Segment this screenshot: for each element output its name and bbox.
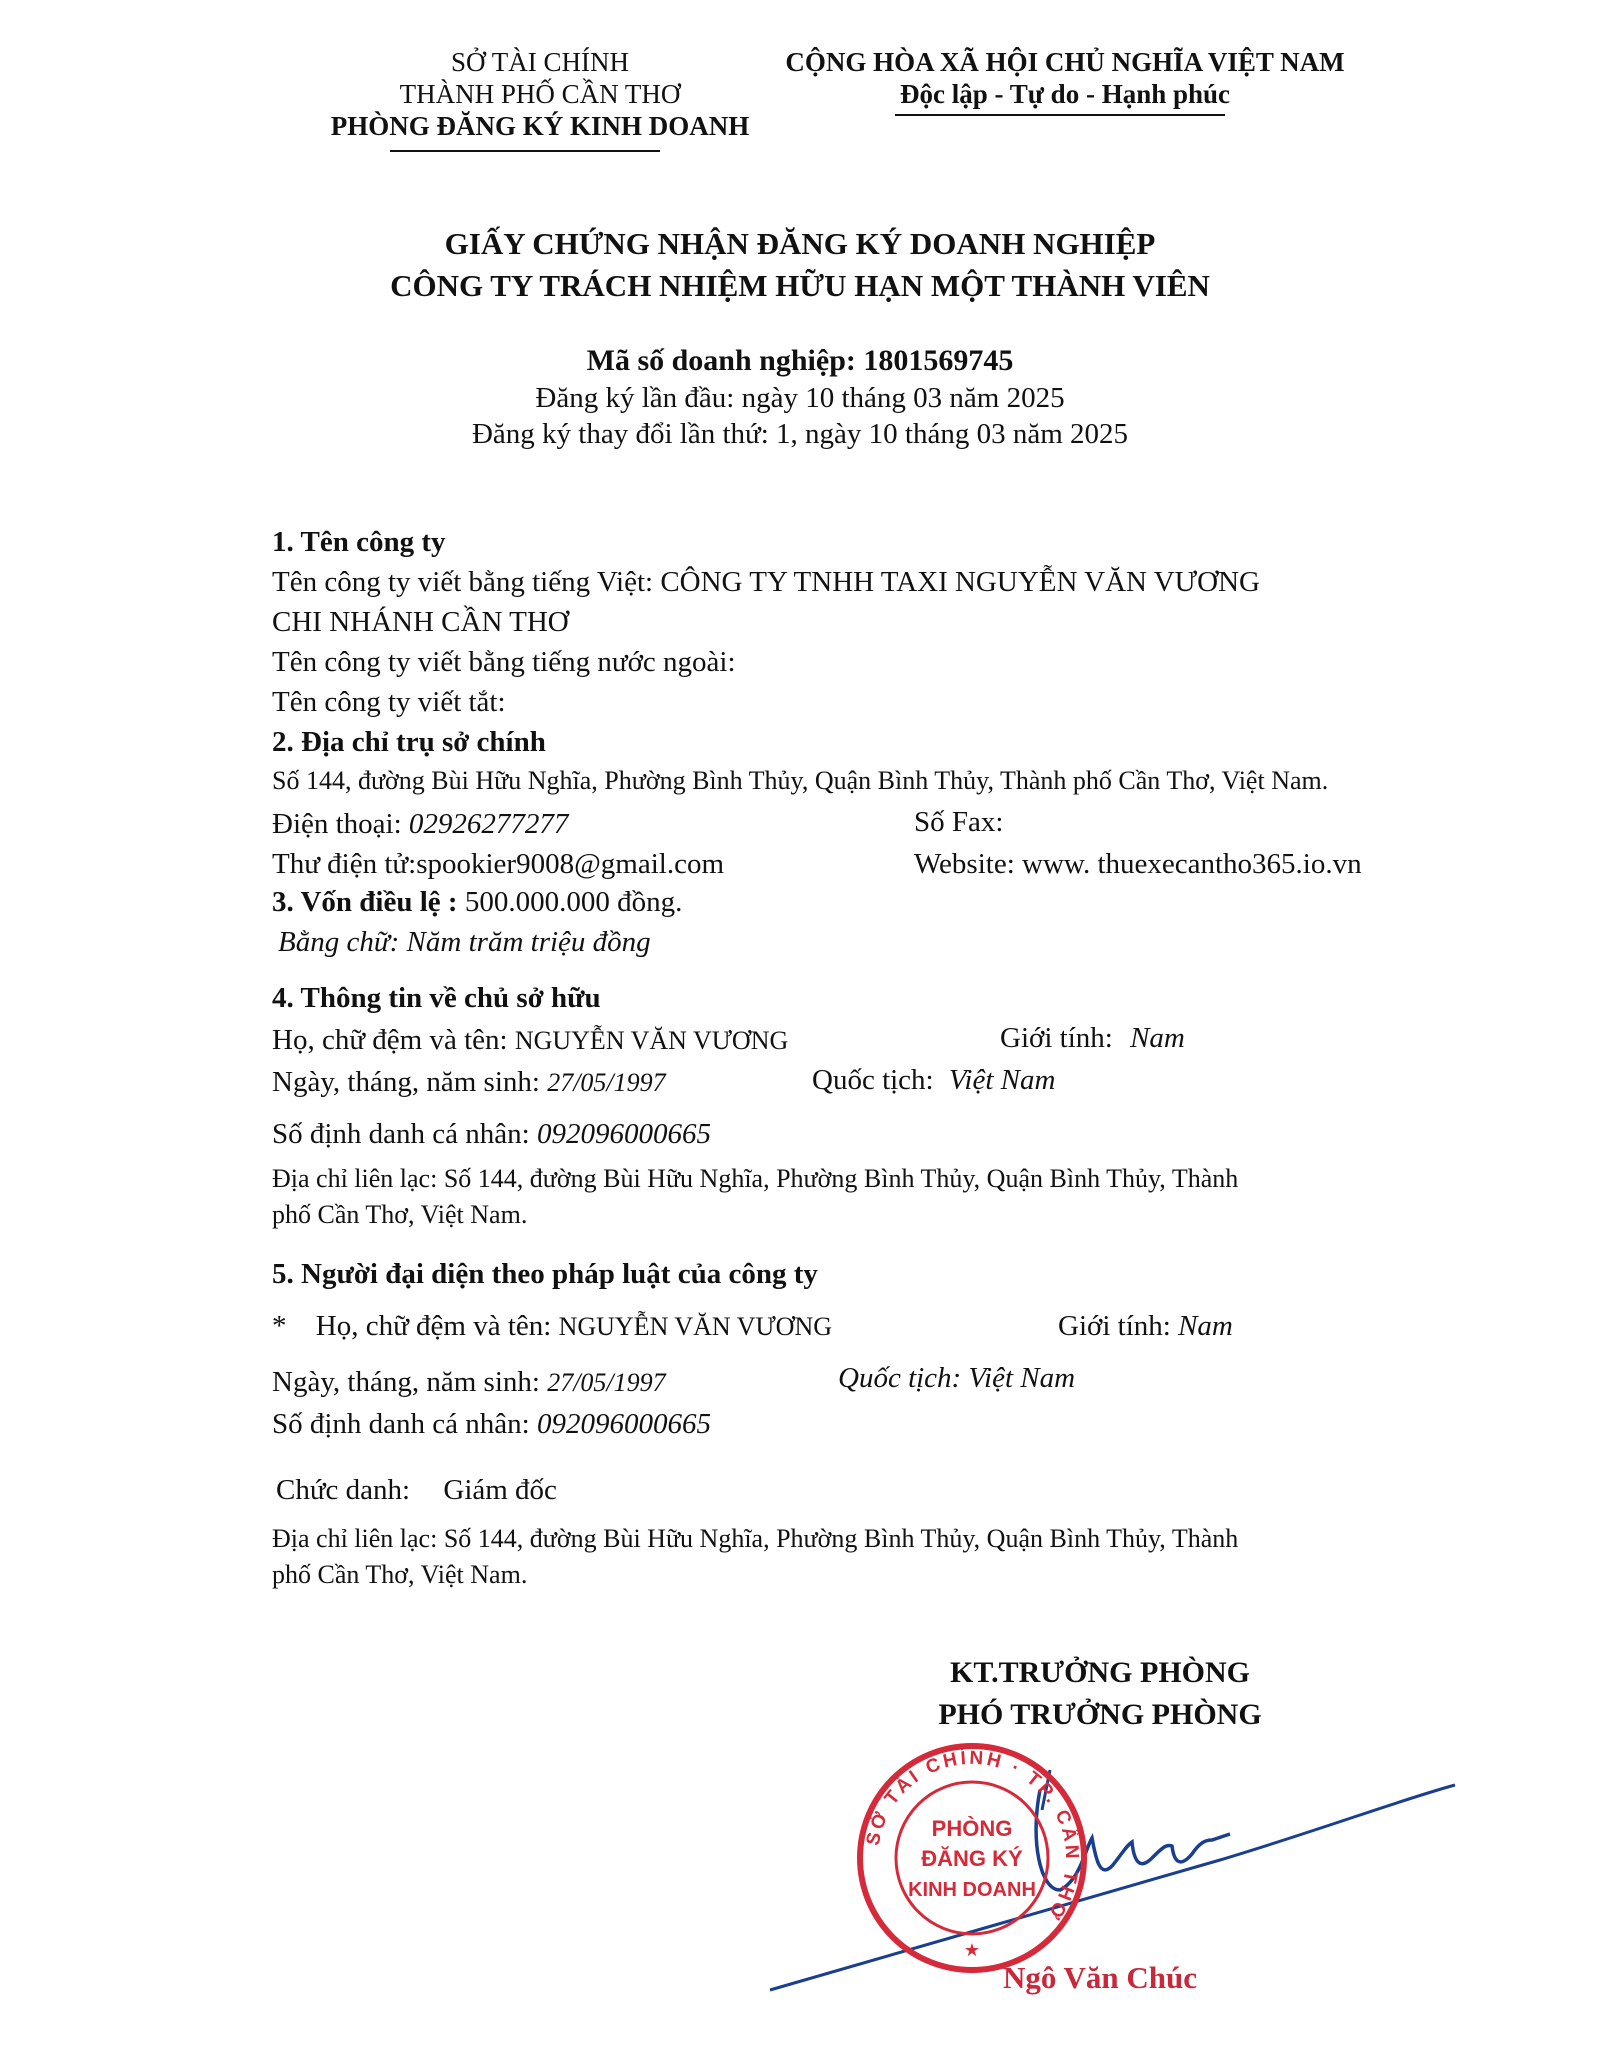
signature-title-2: PHÓ TRƯỞNG PHÒNG	[938, 1698, 1262, 1731]
doc-title-2: CÔNG TY TRÁCH NHIỆM HỮU HẠN MỘT THÀNH VIÊN	[390, 268, 1210, 303]
section-2-heading: 2. Địa chỉ trụ sở chính	[272, 726, 546, 758]
company-name-short: Tên công ty viết tắt:	[272, 686, 506, 718]
charter-capital-value: 500.000.000 đồng.	[464, 886, 683, 918]
rep-name-label: Họ, chữ đệm và tên:	[315, 1310, 552, 1342]
owner-nationality-row	[812, 1064, 1055, 1097]
fax-label: Số Fax:	[914, 806, 1004, 838]
website-value: www. thuexecantho365.io.vn	[1022, 848, 1362, 880]
rep-id: 092096000665	[536, 1408, 711, 1440]
seal-star-icon: ★	[963, 1940, 981, 1961]
rep-name: NGUYỄN VĂN VƯƠNG	[558, 1312, 833, 1341]
email-value: spookier9008@gmail.com	[416, 848, 725, 880]
issuer-underline	[390, 150, 660, 152]
change-registration: Đăng ký thay đổi lần thứ: 1, ngày 10 tháng 03 năm 2025	[471, 418, 1129, 450]
phone-value: 02926277277	[408, 808, 569, 840]
section-4-heading: 4. Thông tin về chủ sở hữu	[272, 982, 601, 1014]
head-office-address: Số 144, đường Bùi Hữu Nghĩa, Phường Bình Thủy, Quận Bình Thủy, Thành phố Cần Thơ, Việt Nam.	[272, 766, 1329, 795]
owner-gender-row	[1000, 1022, 1185, 1055]
seal-line-3: KINH DOANH	[908, 1879, 1036, 1901]
rep-title-row	[276, 1474, 557, 1507]
charter-capital-row	[272, 886, 682, 919]
official-seal	[852, 1738, 1092, 1978]
company-name-vn: Tên công ty viết bằng tiếng Việt: CÔNG TY TNHH TAXI NGUYỄN VĂN VƯƠNG	[272, 566, 1260, 598]
section-5-heading: 5. Người đại diện theo pháp luật của công ty	[272, 1258, 818, 1290]
owner-gender: Nam	[1130, 1022, 1185, 1054]
issuer-line-2: THÀNH PHỐ CẦN THƠ	[399, 79, 681, 109]
owner-nationality-label: Quốc tịch:	[812, 1064, 934, 1096]
rep-dob-row	[272, 1366, 666, 1399]
owner-id-label: Số định danh cá nhân:	[272, 1118, 530, 1150]
signer-name: Ngô Văn Chúc	[1002, 1960, 1198, 1995]
seal-line-2: ĐĂNG KÝ	[921, 1846, 1023, 1871]
motto-underline	[895, 114, 1225, 116]
owner-dob: 27/05/1997	[547, 1068, 666, 1097]
owner-name-row	[272, 1024, 788, 1057]
website-label: Website:	[914, 848, 1015, 880]
section-3-heading: 3. Vốn điều lệ :	[272, 886, 458, 918]
owner-dob-row	[272, 1066, 666, 1099]
email-label: Thư điện tử:	[272, 848, 417, 880]
seal-ring-text: SỞ TÀI CHÍNH · TP. CẦN THƠ	[862, 1747, 1083, 1925]
rep-id-label: Số định danh cá nhân:	[272, 1408, 530, 1440]
rep-gender-label: Giới tính:	[1058, 1310, 1171, 1342]
owner-name: NGUYỄN VĂN VƯƠNG	[514, 1026, 789, 1055]
owner-name-label: Họ, chữ đệm và tên:	[272, 1024, 508, 1056]
rep-id-row	[272, 1408, 711, 1441]
rep-title: Giám đốc	[443, 1474, 557, 1506]
rep-gender-row	[1058, 1310, 1233, 1343]
owner-dob-label: Ngày, tháng, năm sinh:	[272, 1066, 540, 1098]
rep-gender: Nam	[1178, 1310, 1233, 1342]
issuer-line-3: PHÒNG ĐĂNG KÝ KINH DOANH	[330, 111, 750, 141]
issuer-line-1: SỞ TÀI CHÍNH	[450, 47, 629, 77]
country-name: CỘNG HÒA XÃ HỘI CHỦ NGHĨA VIỆT NAM	[785, 47, 1345, 77]
issuer-block	[300, 46, 780, 142]
motto: Độc lập - Tự do - Hạnh phúc	[899, 79, 1231, 109]
signature-title-1: KT.TRƯỞNG PHÒNG	[950, 1656, 1250, 1689]
first-registration: Đăng ký lần đầu: ngày 10 tháng 03 năm 2025	[535, 382, 1065, 414]
rep-contact-line-2: phố Cần Thơ, Việt Nam.	[272, 1560, 528, 1589]
rep-name-row	[272, 1310, 832, 1343]
owner-contact-line-1: Địa chỉ liên lạc: Số 144, đường Bùi Hữu Nghĩa, Phường Bình Thủy, Quận Bình Thủy, Thành	[272, 1164, 1239, 1193]
enterprise-code: Mã số doanh nghiệp: 1801569745	[586, 344, 1014, 377]
rep-bullet: *	[272, 1310, 287, 1342]
rep-dob-label: Ngày, tháng, năm sinh:	[272, 1366, 540, 1398]
seal-line-1: PHÒNG	[931, 1816, 1013, 1841]
owner-id-row	[272, 1118, 711, 1151]
phone-label: Điện thoại:	[272, 808, 402, 840]
company-name-foreign: Tên công ty viết bằng tiếng nước ngoài:	[272, 646, 736, 678]
motto-block	[770, 46, 1360, 110]
rep-title-label: Chức danh:	[276, 1474, 411, 1506]
capital-in-words: Bằng chữ: Năm trăm triệu đồng	[278, 926, 651, 958]
phone-row	[272, 808, 568, 841]
rep-nationality: Quốc tịch: Việt Nam	[838, 1362, 1076, 1394]
email-row	[272, 848, 724, 881]
rep-contact-line-1: Địa chỉ liên lạc: Số 144, đường Bùi Hữu Nghĩa, Phường Bình Thủy, Quận Bình Thủy, Thành	[272, 1524, 1239, 1553]
owner-gender-label: Giới tính:	[1000, 1022, 1113, 1054]
section-1-heading: 1. Tên công ty	[272, 526, 446, 558]
rep-dob: 27/05/1997	[547, 1368, 666, 1397]
owner-contact-line-2: phố Cần Thơ, Việt Nam.	[272, 1200, 528, 1229]
company-name-vn-cont: CHI NHÁNH CẦN THƠ	[272, 606, 569, 638]
owner-nationality: Việt Nam	[948, 1064, 1056, 1096]
owner-id: 092096000665	[536, 1118, 711, 1150]
doc-title-1: GIẤY CHỨNG NHẬN ĐĂNG KÝ DOANH NGHIỆP	[444, 226, 1156, 261]
website-row	[914, 848, 1362, 881]
